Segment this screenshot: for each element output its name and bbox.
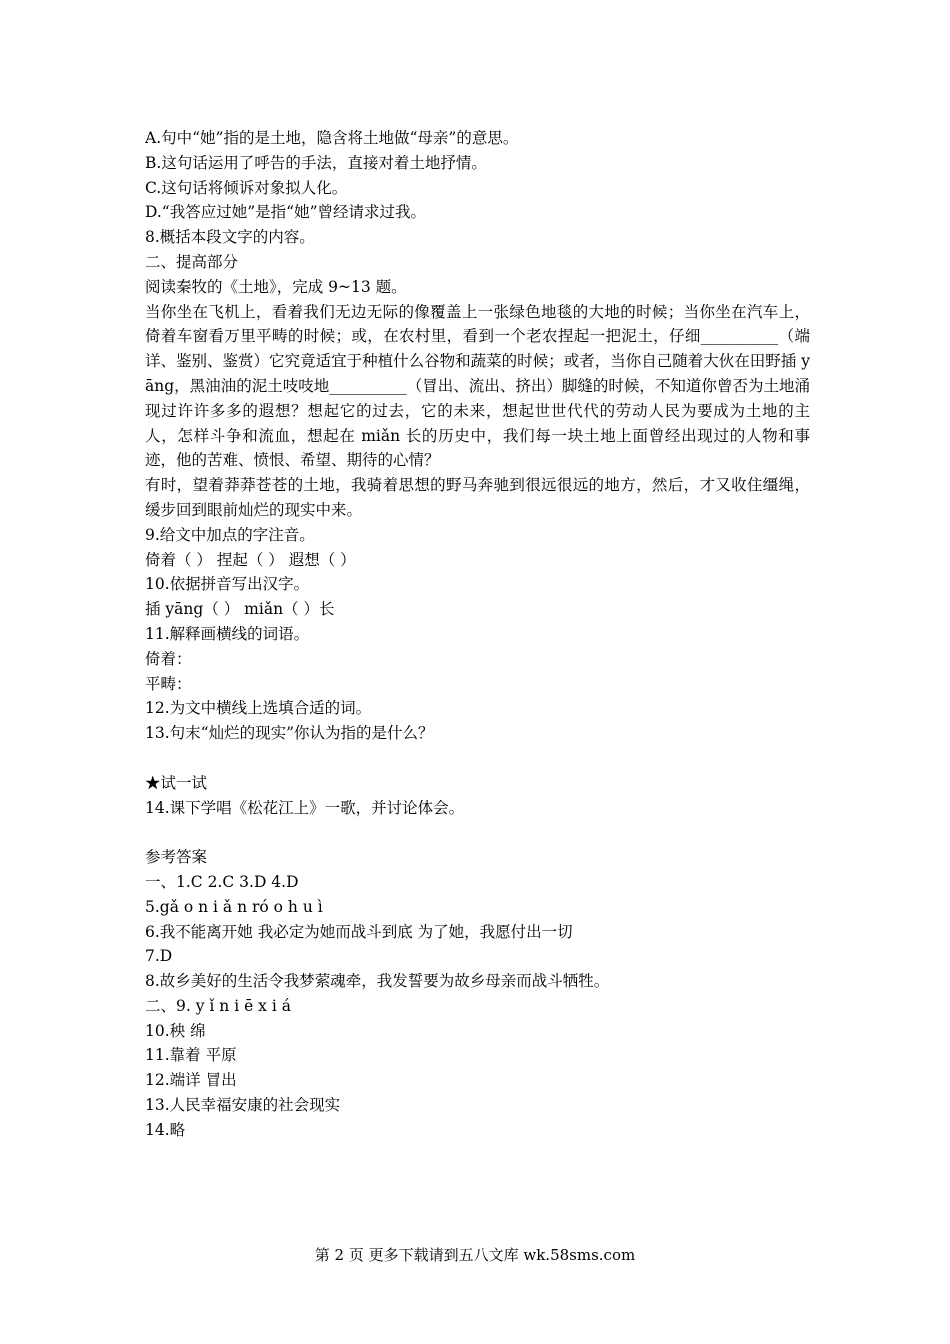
answer-6: 6.我不能离开她 我必定为她而战斗到底 为了她，我愿付出一切: [145, 922, 573, 941]
option-a: A.句中“她”指的是土地，隐含将土地做“母亲”的意思。: [145, 129, 519, 147]
answer-9: 二、9. y ǐ n i ē x i á: [145, 996, 291, 1015]
question-14: 14.课下学唱《松花江上》一歌，并讨论体会。: [145, 798, 465, 817]
document-page: [145, 126, 810, 1143]
option-d: D.“我答应过她”是指“她”曾经请求过我。: [145, 203, 426, 222]
answer-12: 12.端详 冒出: [145, 1071, 237, 1090]
option-c: C.这句话将倾诉对象拟人化。: [145, 178, 348, 197]
section-2-intro: 阅读秦牧的《土地》，完成 9~13 题。: [145, 277, 407, 296]
question-11-item-b: 平畴：: [145, 674, 192, 693]
option-b: B.这句话运用了呼告的手法，直接对着土地抒情。: [145, 153, 487, 172]
question-10: 10.依据拼音写出汉字。: [145, 575, 310, 594]
answer-14: 14.略: [145, 1120, 186, 1139]
try-it-heading: ★试一试: [145, 773, 208, 792]
reading-passage-2: 有时，望着莽莽苍苍的土地，我骑着思想的野马奔驰到很远很远的地方，然后，才又收住缰绳，缓步回到眼前灿烂的现实中来。: [145, 476, 810, 519]
answer-1-4: 一、1.C 2.C 3.D 4.D: [145, 872, 299, 891]
question-12: 12.为文中横线上选填合适的词。: [145, 699, 372, 718]
question-10-items: 插 yāng（ ） miǎn（ ）长: [145, 600, 335, 619]
spacer: [145, 746, 810, 771]
page-footer: 第 2 页 更多下载请到五八文库 wk.58sms.com: [314, 1246, 636, 1264]
reading-passage-1: 当你坐在飞机上，看着我们无边无际的像覆盖上一张绿色地毯的大地的时候；当你坐在汽车上，倚着车窗看万里平畴的时候；或，在农村里，看到一个老农捏起一把泥土，仔细__________（端详、鉴别、鉴赏）它究竟适宜于种植什么谷物和蔬菜的时候；或者，当你自己随着大伙在田野插 yāng，黑油油的泥土吱吱地__________（冒出、流出、挤出）脚缝的时候，不知道你曾否为土地涌现过许许多多的遐想？想起它的过去，它的未来，想起世世代代的劳动人民为要成为土地的主人，怎样斗争和流血，想起在 miǎn 长的历史中，我们每一块土地上面曾经出现过的人物和事迹，他的苦难、愤恨、希望、期待的心情？: [145, 302, 810, 470]
answer-7: 7.D: [145, 947, 173, 966]
question-9: 9.给文中加点的字注音。: [145, 525, 315, 544]
question-13: 13.句末“灿烂的现实”你认为指的是什么？: [145, 724, 434, 743]
answer-13: 13.人民幸福安康的社会现实: [145, 1096, 341, 1115]
question-11-item-a: 倚着：: [145, 649, 192, 668]
answer-8: 8.故乡美好的生活令我梦萦魂牵，我发誓要为故乡母亲而战斗牺牲。: [145, 972, 610, 991]
question-11: 11.解释画横线的词语。: [145, 624, 310, 643]
answer-5: 5.gǎ o n i ǎ n ró o h u ì: [145, 897, 323, 916]
question-8: 8.概括本段文字的内容。: [145, 228, 315, 247]
answer-11: 11.靠着 平原: [145, 1046, 237, 1065]
spacer: [145, 820, 810, 845]
section-2-heading: 二、提高部分: [145, 252, 239, 271]
answers-heading: 参考答案: [145, 848, 208, 867]
answer-10: 10.秧 绵: [145, 1021, 206, 1040]
question-9-items: 倚着（ ） 捏起（ ） 遐想（ ）: [145, 550, 356, 569]
